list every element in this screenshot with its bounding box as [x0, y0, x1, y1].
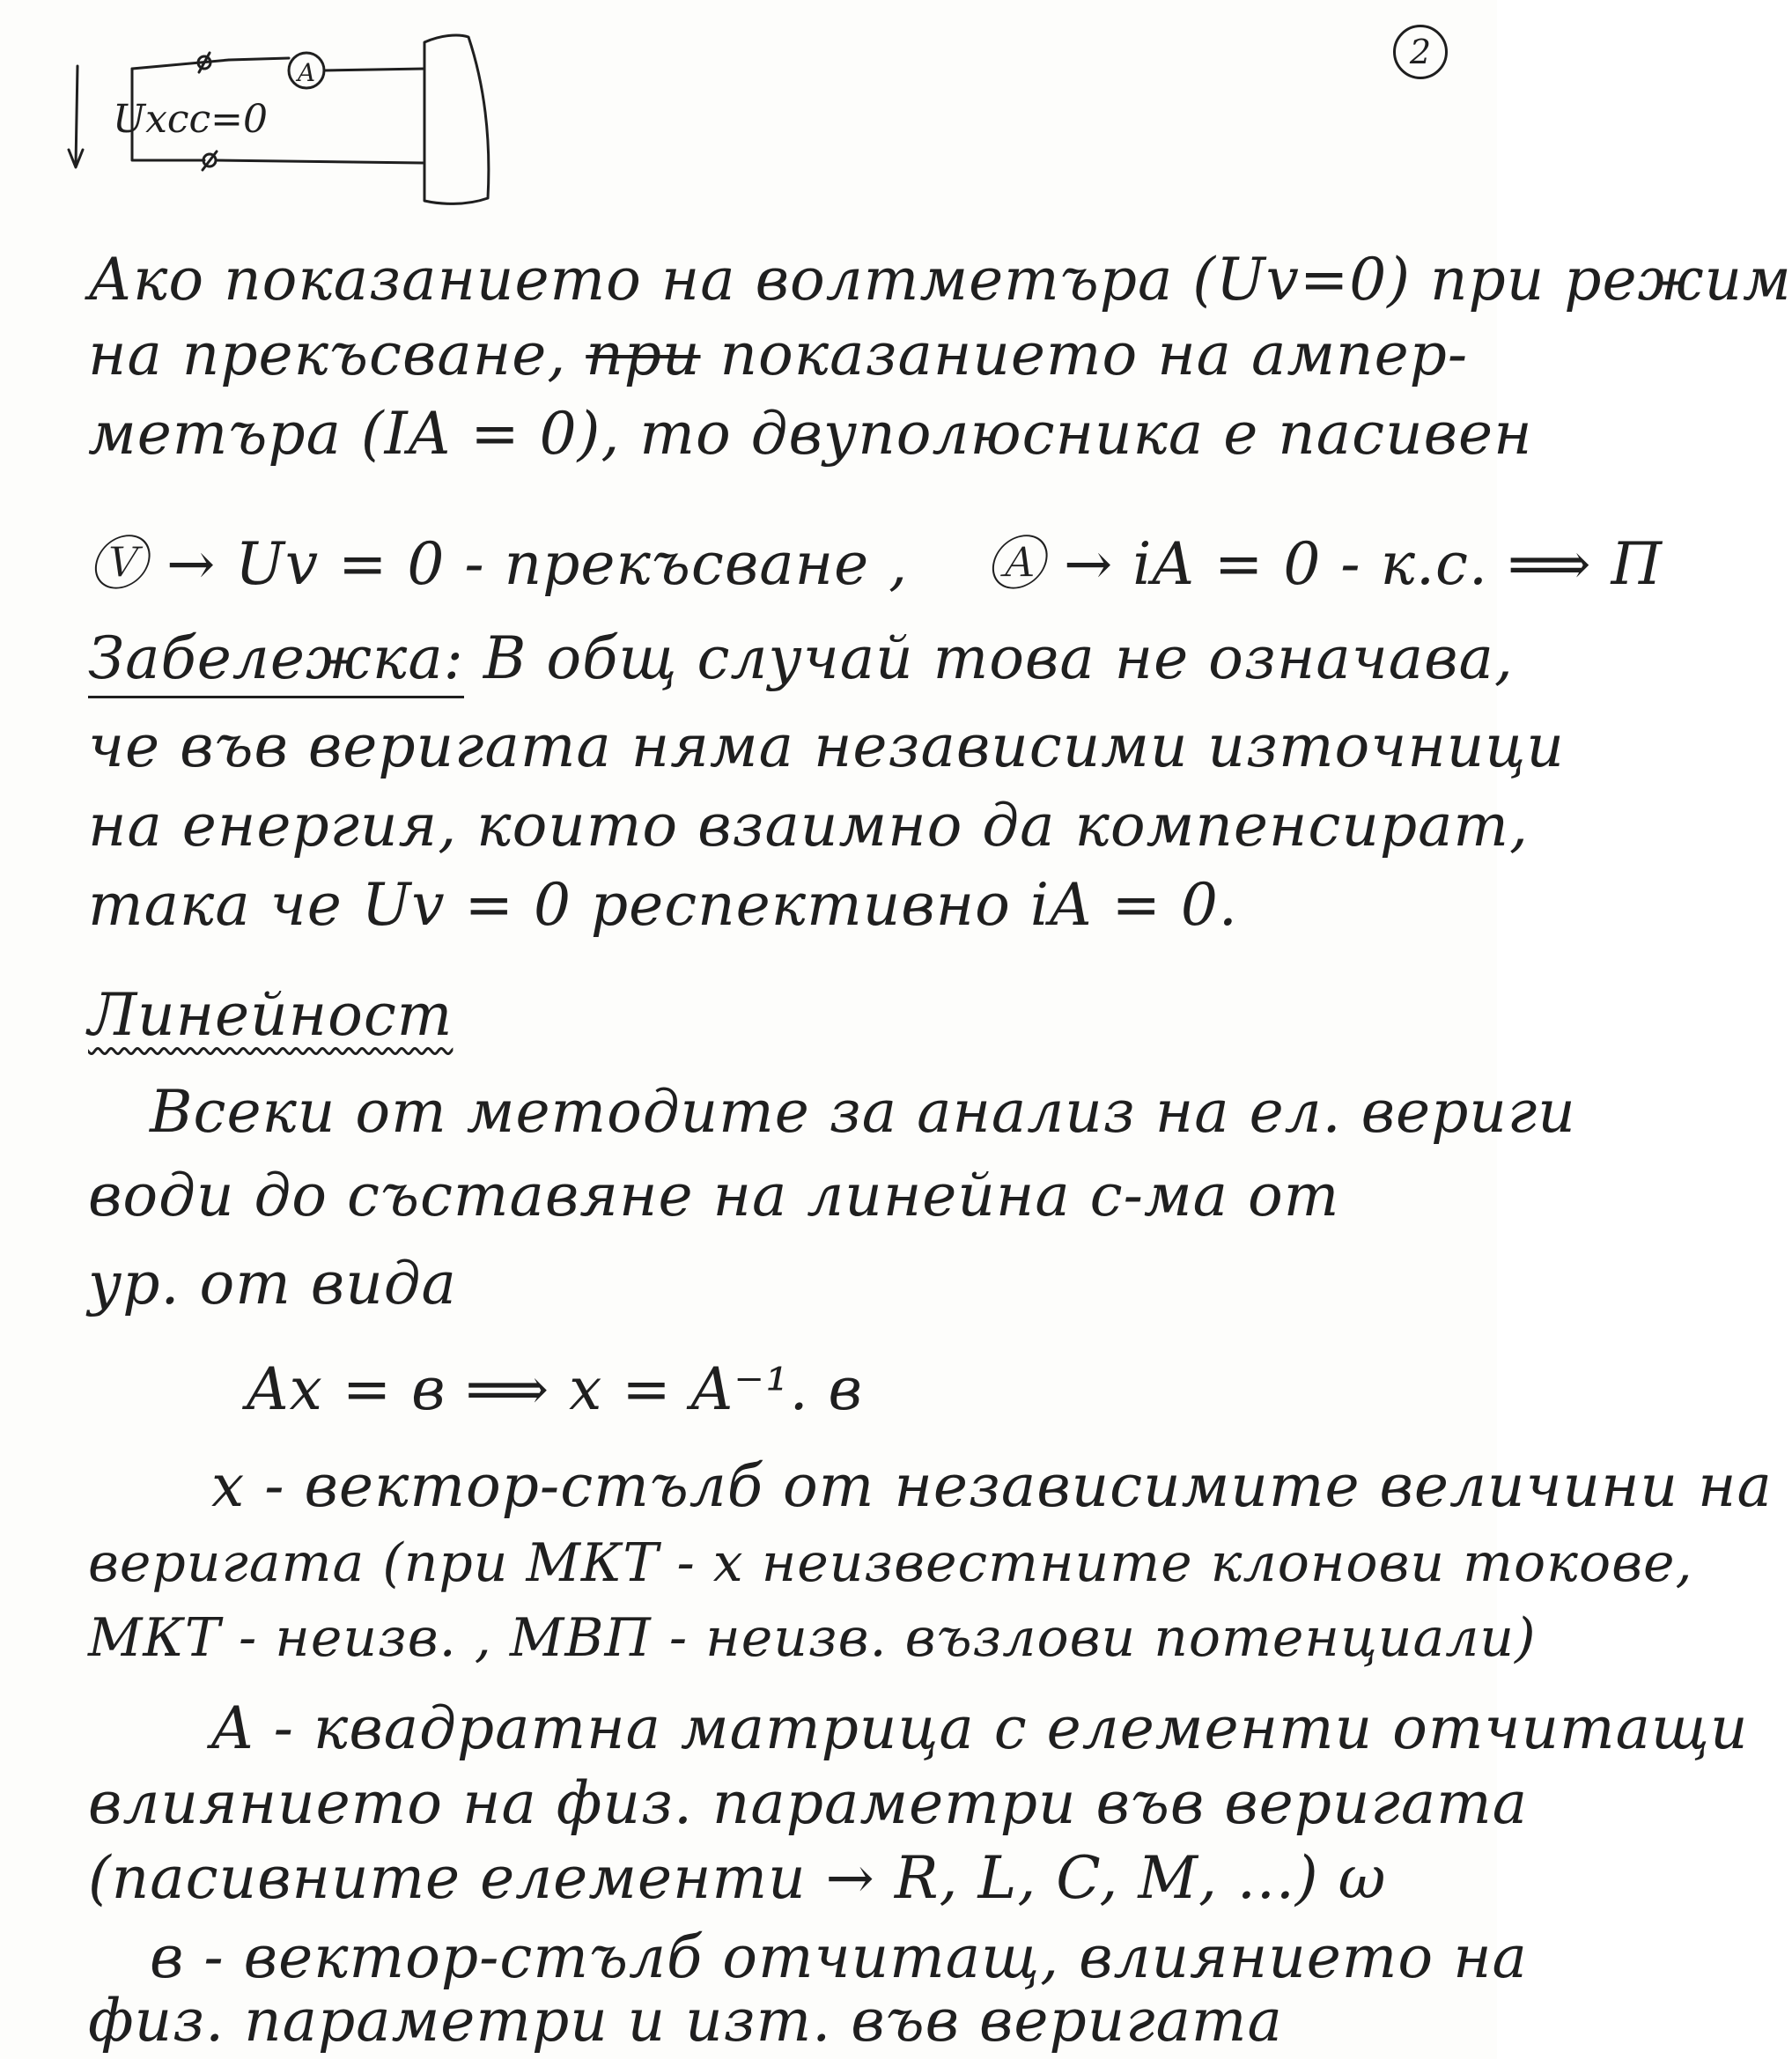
paragraph1-line2-b: показанието на ампер- — [719, 321, 1469, 388]
two-port-box — [424, 35, 489, 203]
body-line4: x - вектор-стълб от независимите величини на — [211, 1452, 1773, 1520]
body-line5: веригата (при МКТ - x неизвестните клонови токове, — [88, 1532, 1693, 1594]
note-line1 — [88, 624, 1514, 692]
note-line2: че във веригата няма независими източници — [88, 712, 1565, 780]
note-line3: на енергия, които взаимно да компенсират, — [88, 792, 1529, 860]
voltage-arrow — [76, 66, 77, 166]
voltmeter-statement: Ⓥ → Uv = 0 - прекъсване , — [88, 530, 909, 598]
paragraph1-line2-a: на прекъсване, — [88, 321, 567, 388]
page-number: 2 — [1393, 25, 1448, 79]
body-line3: ур. от вида — [88, 1250, 457, 1317]
note-line4: така че Uv = 0 респективно iA = 0. — [88, 871, 1238, 939]
note-label: Забележка: — [88, 624, 464, 698]
circuit-voltage-label: Uхсс=0 — [113, 97, 269, 142]
ammeter-statement: Ⓐ → iA = 0 - к.с. ⟹ П — [985, 530, 1663, 598]
paragraph1-line3: метъра (IA = 0), то двуполюсника е пасивен — [88, 400, 1533, 468]
section-title: Линейност — [88, 981, 454, 1049]
struck-word: при — [586, 321, 701, 388]
paragraph1-line2 — [88, 321, 1469, 388]
body-line8: влиянието на физ. параметри във веригата — [88, 1769, 1529, 1837]
note-line1-rest: В общ случай това не означава, — [483, 624, 1514, 692]
body-line7: A - квадратна матрица с елементи отчитащи — [211, 1694, 1749, 1762]
body-line2: води до съставяне на линейна с-ма от — [88, 1162, 1340, 1229]
formula-line — [88, 530, 1663, 598]
equation: Ax = в ⟹ x = A⁻¹. в — [247, 1355, 863, 1423]
body-line6: МКТ - неизв. , МВП - неизв. възлови потенциали) — [88, 1607, 1537, 1669]
body-line9: (пасивните елементи → R, L, C, M, ...) ω — [88, 1844, 1387, 1912]
body-line11: физ. параметри и изт. във веригата — [88, 1987, 1283, 2055]
ammeter-symbol: A — [297, 58, 316, 87]
body-line10: в - вектор-стълб отчитащ, влиянието на — [150, 1923, 1528, 1991]
top-wire — [132, 60, 229, 69]
body-line1: Всеки от методите за анализ на ел. вериги — [150, 1078, 1576, 1146]
paragraph1-line1: Ако показанието на волтметъра (Uv=0) при режим — [88, 246, 1792, 314]
